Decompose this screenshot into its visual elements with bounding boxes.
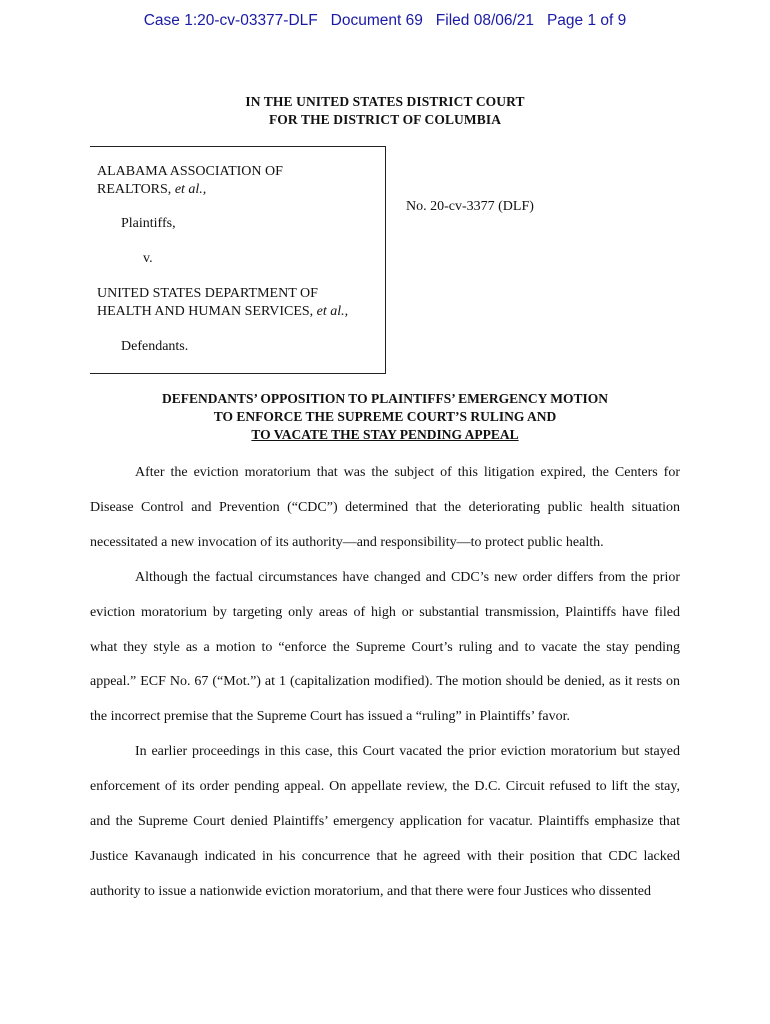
defendant-name-text: HEALTH AND HUMAN SERVICES, bbox=[97, 304, 314, 319]
plaintiff-name-line2 bbox=[97, 181, 206, 199]
paragraph: After the eviction moratorium that was the subject of this litigation expired, the Centers for Disease Control and Prevention (“CDC”) determined that the deteriorating public health situation necessitated a new invocation of its authority—and responsibility—to protect public health. bbox=[90, 465, 680, 550]
filing-header bbox=[0, 12, 770, 30]
document-number: Document 69 bbox=[330, 12, 423, 29]
filed-date: Filed 08/06/21 bbox=[435, 12, 535, 29]
plaintiff-name-line1: ALABAMA ASSOCIATION OF bbox=[97, 164, 283, 179]
document-title bbox=[0, 390, 770, 444]
body-text bbox=[90, 456, 680, 910]
defendant-name-line2 bbox=[97, 303, 348, 321]
plaintiffs-label: Plaintiffs, bbox=[121, 216, 176, 231]
plaintiff-et-al: et al., bbox=[174, 182, 207, 197]
page-indicator: Page 1 of 9 bbox=[546, 12, 627, 29]
plaintiff-name-text: REALTORS, bbox=[97, 182, 172, 197]
document-title-line3 bbox=[0, 426, 770, 444]
defendant-et-al: et al., bbox=[316, 304, 349, 319]
defendants-label: Defendants. bbox=[121, 339, 189, 354]
court-title-line2: FOR THE DISTRICT OF COLUMBIA bbox=[268, 112, 502, 127]
versus-label: v. bbox=[143, 251, 153, 266]
document-title-line1: DEFENDANTS’ OPPOSITION TO PLAINTIFFS’ EMERGENCY MOTION bbox=[162, 391, 608, 406]
document-title-line3-text: TO VACATE THE STAY PENDING APPEAL bbox=[251, 427, 519, 442]
paragraph: In earlier proceedings in this case, this Court vacated the prior eviction moratorium but stayed enforcement of its order pending appeal. On appellate review, the D.C. Circuit refused to lift the stay, and the Supreme Court denied Plaintiffs’ emergency application for vacatur. Plaintiffs emphasize that Justice Kavanaugh indicated in his concurrence that he agreed with their position that CDC lacked authority to issue a nationwide eviction moratorium, and that there were four Justices who dissented bbox=[90, 744, 680, 899]
case-id: Case 1:20-cv-03377-DLF bbox=[143, 12, 318, 29]
defendant-name-line1: UNITED STATES DEPARTMENT OF bbox=[97, 286, 318, 301]
document-title-line2: TO ENFORCE THE SUPREME COURT’S RULING AND bbox=[213, 409, 557, 424]
paragraph: Although the factual circumstances have changed and CDC’s new order differs from the prior eviction moratorium by targeting only areas of high or substantial transmission, Plaintiffs have filed what they style as a motion to “enforce the Supreme Court’s ruling and to vacate the stay pending appeal.” ECF No. 67 (“Mot.”) at 1 (capitalization modified). The motion should be denied, as it rests on the incorrect premise that the Supreme Court has issued a “ruling” in Plaintiffs’ favor. bbox=[90, 569, 680, 725]
court-title bbox=[0, 93, 770, 129]
case-number: No. 20-cv-3377 (DLF) bbox=[406, 199, 534, 214]
court-title-line1: IN THE UNITED STATES DISTRICT COURT bbox=[245, 94, 525, 109]
